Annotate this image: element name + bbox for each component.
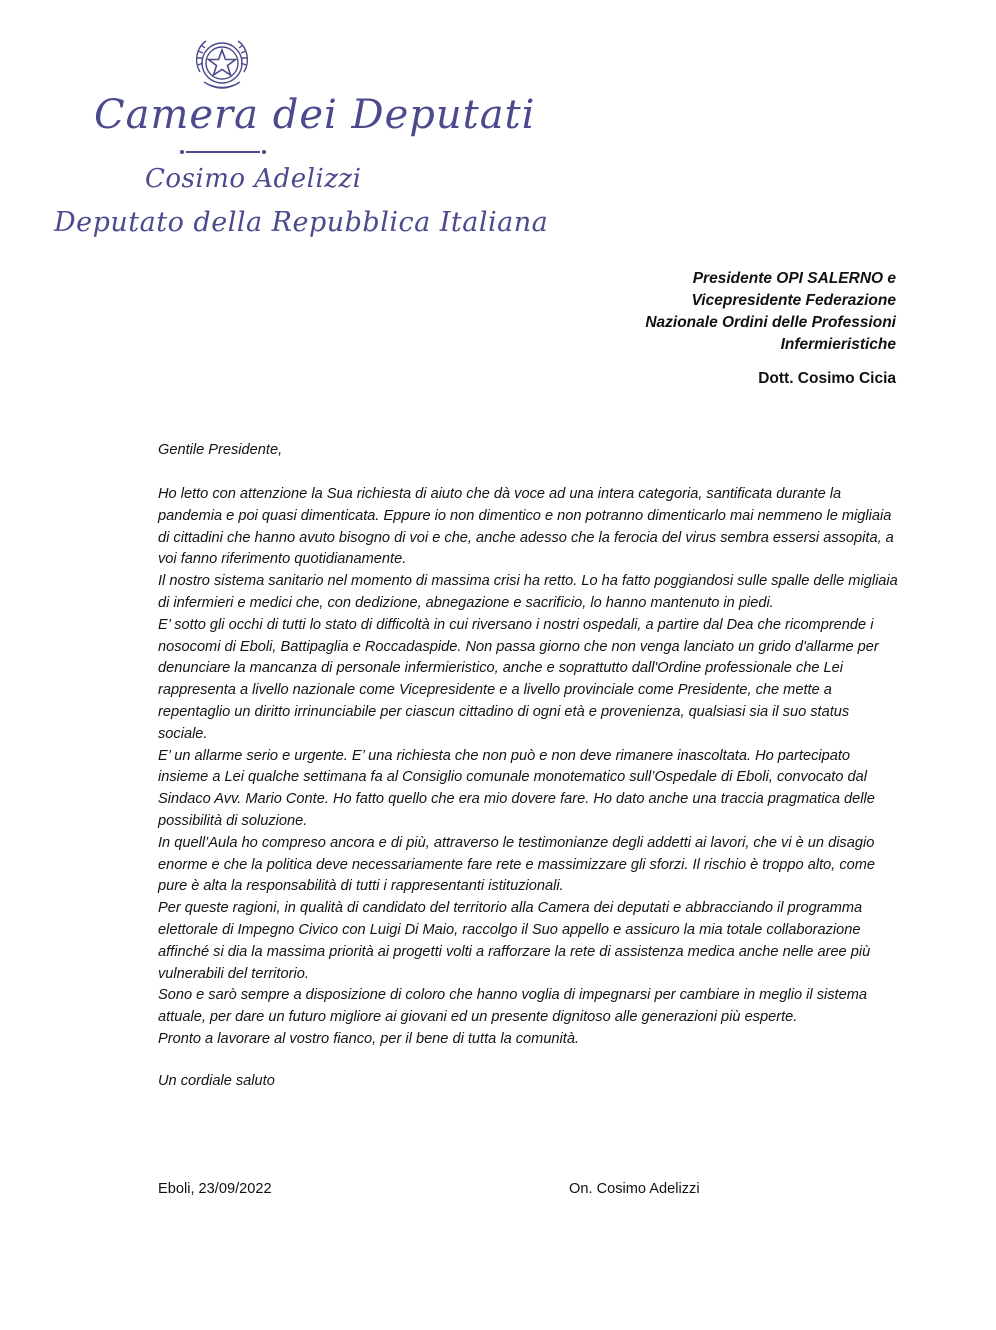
recipient-line: Vicepresidente Federazione — [691, 292, 896, 309]
body-paragraph: Pronto a lavorare al vostro fianco, per il bene di tutta la comunità. — [158, 1030, 580, 1047]
recipient-name: Dott. Cosimo Cicia — [758, 370, 896, 387]
greeting: Gentile Presidente, — [158, 442, 283, 458]
place-date: Eboli, 23/09/2022 — [158, 1181, 272, 1197]
recipient-line: Nazionale Ordini delle Professioni — [645, 314, 896, 331]
signature-name: On. Cosimo Adelizzi — [569, 1181, 700, 1197]
recipient-line: Infermieristiche — [780, 336, 896, 353]
body-paragraph: E’ sotto gli occhi di tutti lo stato di difficoltà in cui riversano i nostri ospedali, a partire dal Dea che ricomprende i nosocomi di Eboli, Battipaglia e Roccadaspide. Non passa giorno che non venga lanciato un grido d'allarme per denunciare la mancanza di personale infermieristico, anche e soprattutto dall'Ordine professionale che Lei rappresenta a livello nazionale come Vicepresidente e a livello provinciale come Presidente, che mette a repentaglio un diritto irrinunciabile per ciascun cittadino di ogni età e provenienza, qualsiasi sia il suo status sociale. — [158, 616, 879, 742]
body-paragraph: Sono e sarò sempre a disposizione di coloro che hanno voglia di impegnarsi per cambiare in meglio il sistema attuale, per dare un futuro migliore ai giovani ed un presente dignitoso alle generazioni più esperte. — [158, 987, 867, 1026]
closing-salutation: Un cordiale saluto — [158, 1073, 275, 1089]
body-paragraph: Per queste ragioni, in qualità di candidato del territorio alla Camera dei deputati e abbracciando il programma elettorale di Impegno Civico con Luigi Di Maio, raccolgo il Suo appello e assicuro la mia totale collaborazione affinché si dia la massima priorità ai progetti volti a rafforzare la rete di assistenza medica anche nelle aree più vulnerabili del territorio. — [158, 900, 871, 982]
letterhead-role: Deputato della Repubblica Italiana — [54, 207, 549, 238]
body-paragraph: Ho letto con attenzione la Sua richiesta di aiuto che dà voce ad una intera categoria, santificata durante la pandemia e poi quasi dimenticata. Eppure io non dimentico e non potranno dimenticarlo mai nemmeno le migliaia di cittadini che hanno avuto bisogno di voi e che, anche adesso che la ferocia del virus sembra essersi assopita, a voi fanno riferimento quotidianamente. — [158, 486, 894, 568]
letterhead-divider — [186, 151, 260, 153]
recipient-line: Presidente OPI SALERNO e — [692, 270, 896, 287]
italian-republic-emblem-icon — [190, 32, 254, 96]
body-paragraph: Il nostro sistema sanitario nel momento di massima crisi ha retto. Lo ha fatto poggiandosi sulle spalle delle migliaia di infermieri e medici che, con dedizione, abnegazione e sacrificio, lo hanno mantenuto in piedi. — [158, 573, 898, 611]
body-paragraph: In quell’Aula ho compreso ancora e di più, attraverso le testimonianze degli addetti ai lavori, che vi è un disagio enorme e che la politica deve necessariamente fare rete e massimizzare gli sforzi. Il rischio è troppo alto, come pure è alta la responsabilità di tutti i rappresentanti istituzionali. — [158, 834, 876, 895]
body-paragraph: E’ un allarme serio e urgente. E’ una richiesta che non può e non deve rimanere inascoltata. Ho partecipato insieme a Lei qualche settimana fa al Consiglio comunale monotematico sull’Ospedale di Eboli, convocato dal Sindaco Avv. Mario Conte. Ho fatto quello che era mio dovere fare. Ho dato anche una traccia pragmatica delle possibilità di soluzione. — [158, 747, 875, 829]
letterhead-institution: Camera dei Deputati — [94, 92, 536, 138]
letterhead-name: Cosimo Adelizzi — [145, 164, 362, 194]
recipient-block — [645, 268, 896, 356]
letter-body — [158, 484, 898, 1051]
